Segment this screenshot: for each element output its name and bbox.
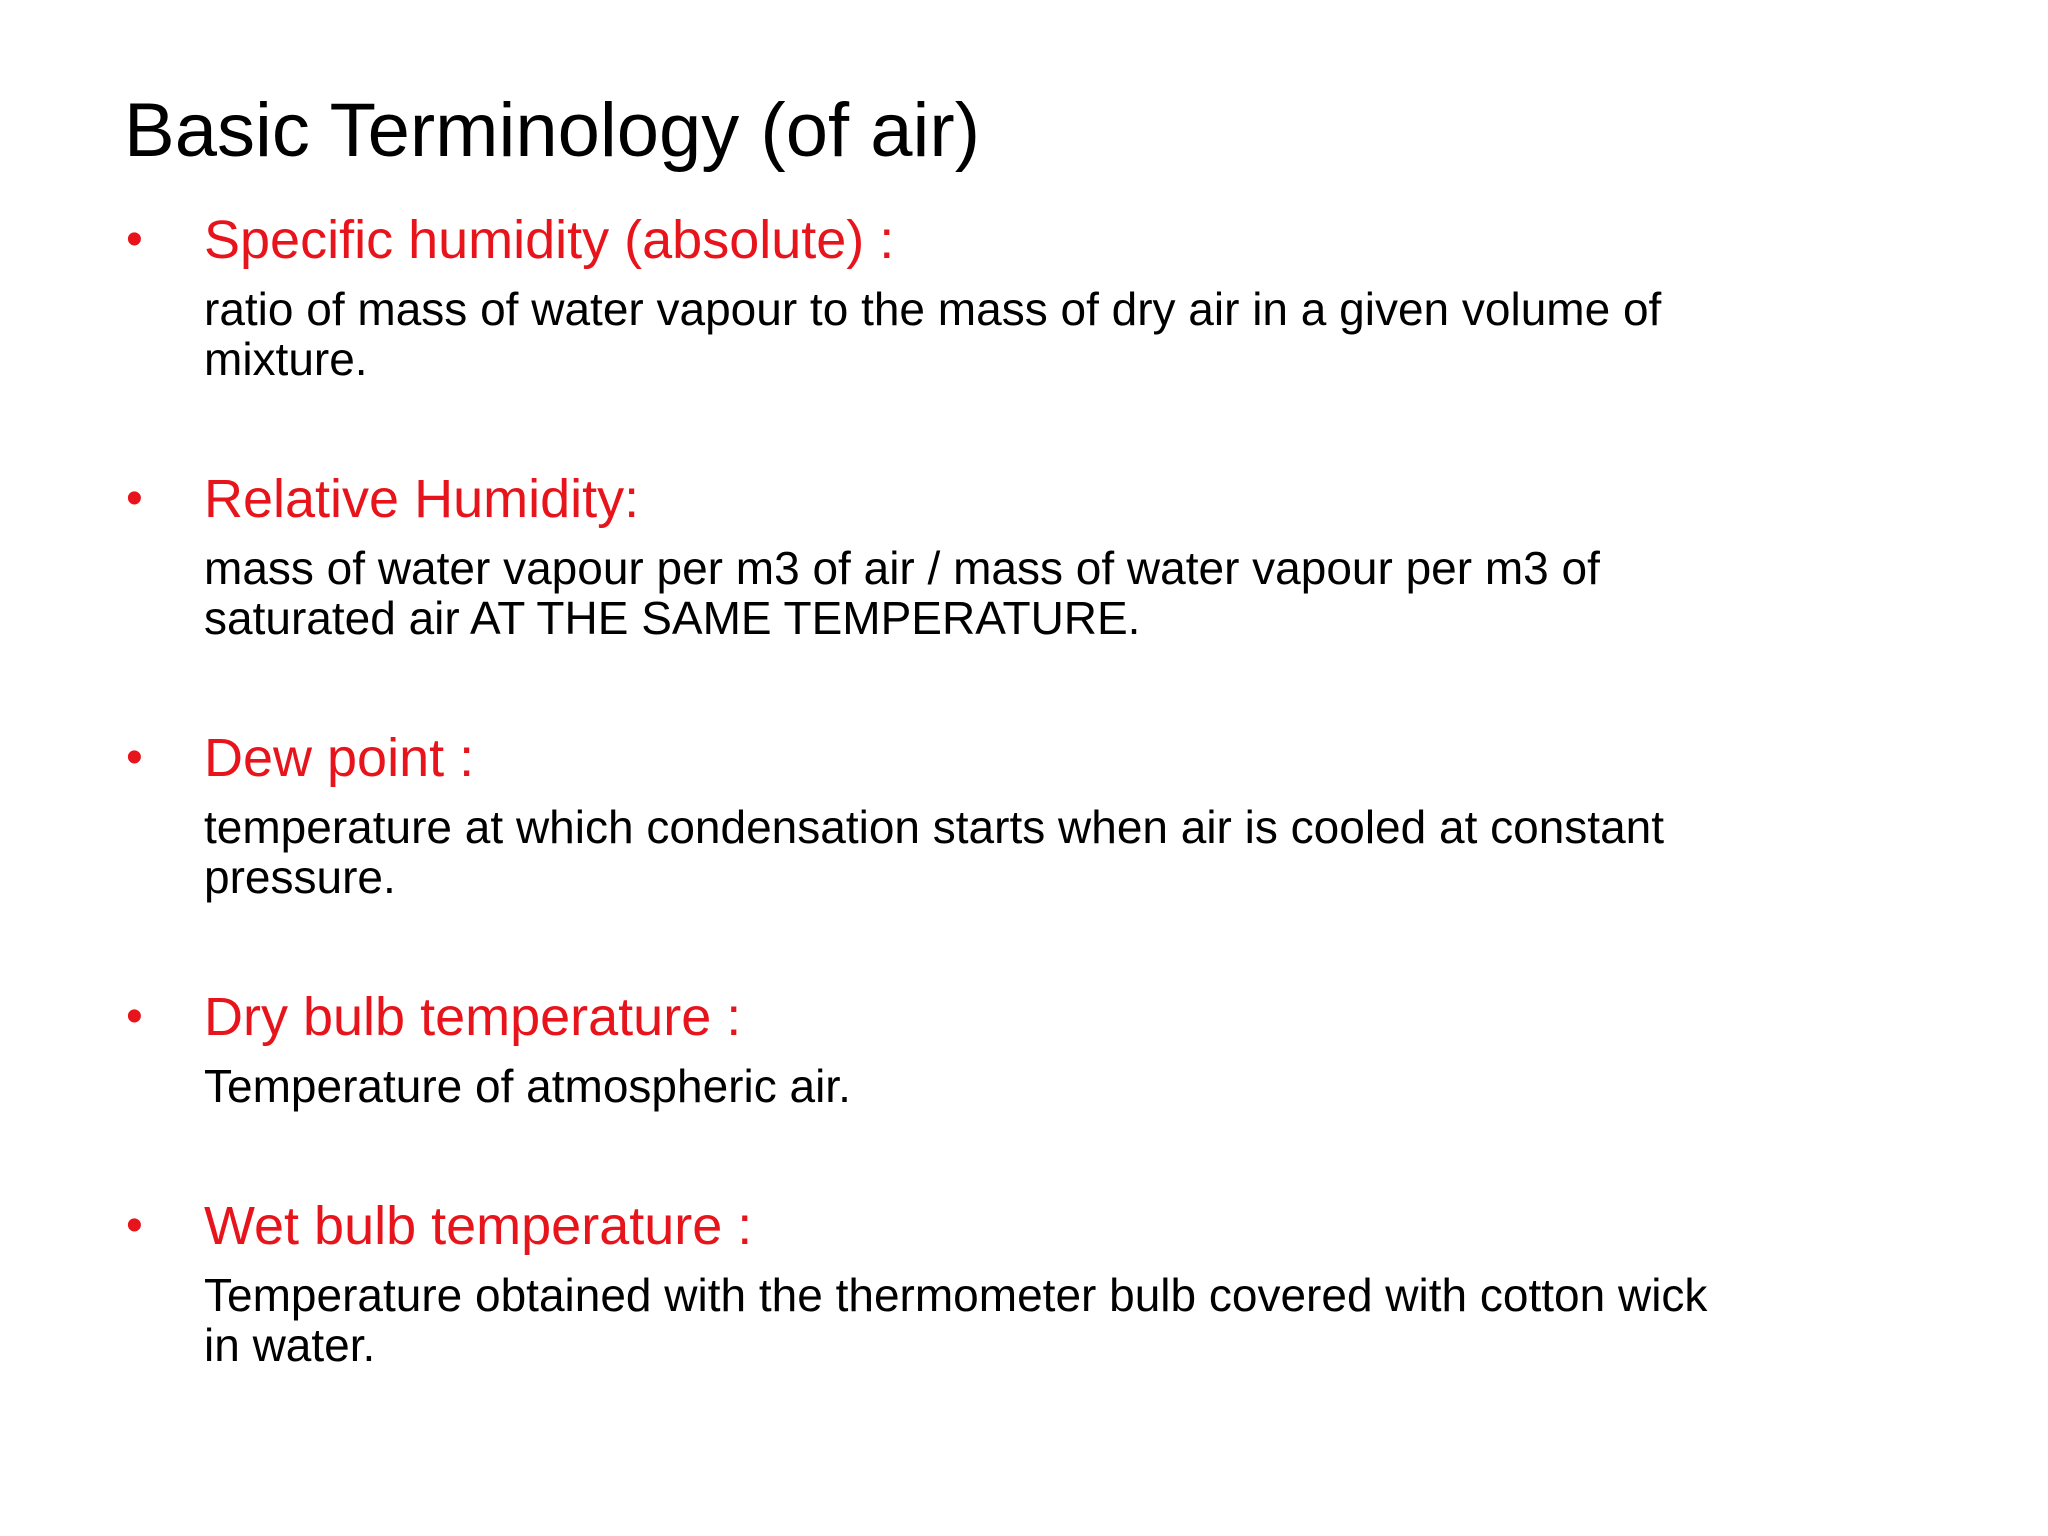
term-item-specific-humidity [124,200,1944,384]
definition-line: mass of water vapour per m3 of air / mass of water vapour per m3 of [204,542,1600,594]
term-heading: Dry bulb temperature : [204,987,742,1047]
bullet-icon: • [126,213,143,266]
definition-line: ratio of mass of water vapour to the mass of dry air in a given volume of [204,283,1662,335]
slide-title: Basic Terminology (of air) [124,88,981,173]
definition-line: saturated air AT THE SAME TEMPERATURE. [204,592,1141,644]
definition-line: in water. [204,1319,376,1371]
bullet-icon: • [126,731,143,784]
term-definition [204,802,1964,902]
bullet-icon: • [126,990,143,1043]
term-definition [204,284,1964,384]
term-item-dry-bulb-temperature [124,977,1944,1111]
term-item-wet-bulb-temperature [124,1186,1944,1370]
bullet-icon: • [126,1199,143,1252]
definition-line: pressure. [204,851,396,903]
term-definition [204,1270,1964,1370]
definition-line: temperature at which condensation starts when air is cooled at constant [204,801,1665,853]
term-definition [204,1061,1964,1111]
term-heading: Specific humidity (absolute) : [204,210,895,270]
term-item-dew-point [124,718,1944,902]
definition-line: Temperature obtained with the thermometer bulb covered with cotton wick [204,1269,1708,1321]
term-heading: Dew point : [204,728,475,788]
definition-line: Temperature of atmospheric air. [204,1060,851,1112]
term-heading: Relative Humidity: [204,469,640,529]
term-item-relative-humidity [124,459,1944,643]
bullet-icon: • [126,472,143,525]
term-list [124,200,1944,1445]
term-heading: Wet bulb temperature : [204,1196,753,1256]
definition-line: mixture. [204,333,368,385]
term-definition [204,543,1964,643]
